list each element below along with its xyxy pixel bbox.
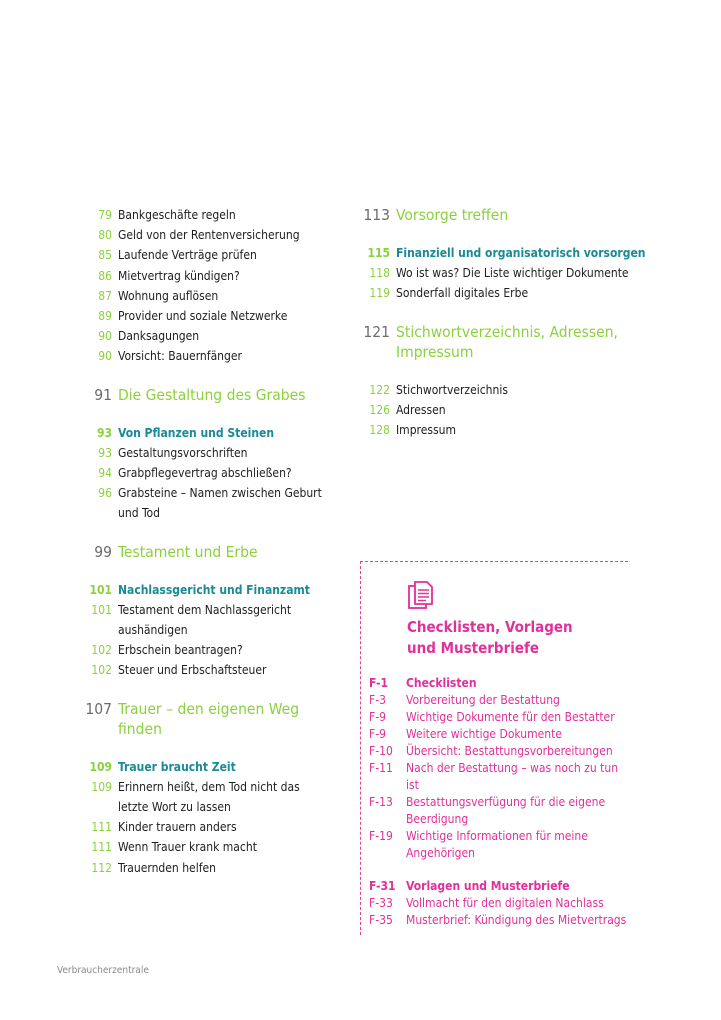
page-number: 112	[91, 860, 112, 875]
checklist-code: F-33	[369, 896, 393, 910]
checklist-code: F-3	[369, 693, 386, 707]
checklist-title	[407, 617, 617, 659]
toc-spacer	[60, 739, 330, 757]
page-number: 109	[89, 759, 112, 774]
toc-right-column	[356, 205, 646, 440]
toc-entry[interactable]	[60, 245, 330, 265]
toc-chapter[interactable]	[60, 542, 330, 562]
entry-title: Von Pflanzen und Steinen	[118, 425, 275, 440]
page-number: 101	[91, 602, 112, 617]
checklist-entry-title: Weitere wichtige Dokumente	[406, 727, 563, 741]
checklist-entry-title: Vorlagen und Musterbriefe	[406, 879, 570, 893]
toc-entry[interactable]	[60, 640, 330, 660]
documents-icon	[407, 580, 435, 612]
toc-section[interactable]	[356, 243, 646, 263]
toc-entry[interactable]	[356, 420, 646, 440]
entry-title: Die Gestaltung des Grabes	[118, 385, 306, 404]
checklist-code: F-19	[369, 829, 393, 843]
checklist-entry-title: Vollmacht für den digitalen Nachlass	[406, 896, 604, 910]
page-number: 87	[98, 288, 112, 303]
entry-title: Provider und soziale Netzwerke	[118, 309, 288, 324]
entry-title: Geld von der Rentenversicherung	[118, 228, 300, 243]
entry-title: Stichwortverzeichnis	[396, 382, 508, 397]
checklist-title-line2: und Musterbriefe	[407, 639, 540, 657]
toc-entry[interactable]	[60, 306, 330, 326]
page-number: 122	[369, 382, 390, 397]
checklist-code: F-35	[369, 913, 393, 927]
toc-section[interactable]	[60, 757, 330, 777]
page-number: 90	[98, 349, 112, 364]
toc-entry[interactable]	[60, 858, 330, 878]
checklist-entry-title: Bestattungsverfügung für die eigene Beerdigung	[406, 795, 606, 826]
toc-chapter[interactable]	[356, 322, 646, 362]
entry-title: Trauer – den eigenen Weg finden	[118, 699, 300, 738]
page-number: 111	[91, 820, 112, 835]
checklist-title-line1: Checklisten, Vorlagen	[407, 618, 573, 636]
toc-section[interactable]	[60, 423, 330, 443]
toc-spacer	[60, 367, 330, 385]
entry-title: Danksagungen	[118, 329, 200, 344]
toc-entry[interactable]	[60, 483, 330, 523]
checklist-entry[interactable]	[369, 743, 627, 760]
checklist-entry[interactable]	[369, 726, 627, 743]
checklist-list	[369, 675, 627, 929]
toc-entry[interactable]	[60, 266, 330, 286]
toc-entry[interactable]	[356, 400, 646, 420]
checklist-code: F-11	[369, 761, 393, 775]
toc-spacer	[60, 405, 330, 423]
entry-title: Steuer und Erbschaftsteuer	[118, 663, 267, 678]
toc-entry[interactable]	[60, 443, 330, 463]
checklist-entry[interactable]	[369, 692, 627, 709]
toc-entry[interactable]	[60, 225, 330, 245]
page-number: 111	[91, 840, 112, 855]
toc-spacer	[356, 304, 646, 322]
toc-chapter[interactable]	[60, 699, 330, 739]
toc-entry[interactable]	[60, 205, 330, 225]
checklist-entry-title: Checklisten	[406, 676, 477, 690]
toc-spacer	[60, 562, 330, 580]
entry-title: Testament dem Nachlassgericht aushändigen	[118, 602, 292, 638]
entry-title: Vorsorge treffen	[396, 206, 509, 224]
toc-entry[interactable]	[60, 600, 330, 640]
entry-title: Stichwortverzeichnis, Adressen, Impressum	[396, 322, 618, 361]
page-number: 96	[98, 486, 112, 501]
page-number: 94	[98, 466, 112, 481]
page-number: 102	[91, 643, 112, 658]
toc-entry[interactable]	[356, 283, 646, 303]
checklist-heading[interactable]	[369, 878, 627, 895]
page-number: 99	[94, 542, 112, 561]
checklist-heading[interactable]	[369, 675, 627, 692]
page-number: 107	[85, 699, 112, 718]
toc-entry[interactable]	[60, 837, 330, 857]
checklist-entry[interactable]	[369, 828, 627, 862]
page-number: 109	[91, 779, 112, 794]
checklist-entry-title: Übersicht: Bestattungsvorbereitungen	[406, 744, 613, 758]
entry-title: Erinnern heißt, dem Tod nicht das letzte Wort zu lassen	[118, 779, 300, 815]
page-number: 101	[89, 582, 112, 597]
page-number: 119	[369, 286, 390, 301]
entry-title: Kinder trauern anders	[118, 820, 237, 835]
page-number: 80	[98, 228, 112, 243]
toc-entry[interactable]	[60, 817, 330, 837]
toc-entry[interactable]	[60, 346, 330, 366]
toc-chapter[interactable]	[60, 385, 330, 405]
checklist-entry[interactable]	[369, 709, 627, 726]
checklist-entry-title: Musterbrief: Kündigung des Mietvertrags	[406, 913, 627, 927]
page-number: 102	[91, 663, 112, 678]
checklist-entry[interactable]	[369, 895, 627, 912]
page-number: 113	[363, 206, 390, 224]
entry-title: Impressum	[396, 423, 456, 438]
checklist-entry[interactable]	[369, 912, 627, 929]
toc-chapter[interactable]	[356, 205, 646, 225]
toc-spacer	[60, 681, 330, 699]
checklist-code: F-1	[369, 676, 389, 690]
page-number: 93	[98, 445, 112, 460]
entry-title: Nachlassgericht und Finanzamt	[118, 582, 310, 597]
entry-title: Erbschein beantragen?	[118, 643, 243, 658]
checklist-entry-title: Nach der Bestattung – was noch zu tun ist	[406, 761, 619, 792]
checklist-code: F-10	[369, 744, 393, 758]
toc-entry[interactable]	[60, 326, 330, 346]
page-number: 85	[98, 248, 112, 263]
page-number: 79	[98, 208, 112, 222]
checklist-entry[interactable]	[369, 760, 627, 794]
toc-spacer	[60, 524, 330, 542]
checklist-entry-title: Vorbereitung der Bestattung	[406, 693, 560, 707]
entry-title: Grabpflegevertrag abschließen?	[118, 466, 292, 481]
page-number: 115	[367, 246, 390, 260]
page-number: 89	[98, 309, 112, 324]
checklist-entry[interactable]	[369, 794, 627, 828]
entry-title: Vorsicht: Bauernfänger	[118, 349, 242, 364]
checklist-entry-title: Wichtige Dokumente für den Bestatter	[406, 710, 615, 724]
toc-entry[interactable]	[60, 660, 330, 680]
entry-title: Grabsteine – Namen zwischen Geburt und Tod	[118, 486, 322, 521]
page-number: 86	[98, 268, 112, 283]
toc-entry[interactable]	[60, 463, 330, 483]
toc-left-column	[60, 205, 330, 878]
page-number: 128	[369, 423, 390, 438]
toc-entry[interactable]	[356, 380, 646, 400]
entry-title: Mietvertrag kündigen?	[118, 268, 240, 283]
entry-title: Finanziell und organisatorisch vorsorgen	[396, 246, 646, 260]
toc-section[interactable]	[60, 580, 330, 600]
checklist-code: F-13	[369, 795, 393, 809]
toc-entry[interactable]	[60, 286, 330, 306]
toc-spacer	[356, 225, 646, 243]
checklist-code: F-31	[369, 879, 396, 893]
entry-title: Bankgeschäfte regeln	[118, 208, 236, 222]
entry-title: Trauernden helfen	[118, 860, 216, 875]
entry-title: Wo ist was? Die Liste wichtiger Dokumente	[396, 266, 629, 281]
entry-title: Trauer braucht Zeit	[118, 759, 236, 774]
entry-title: Laufende Verträge prüfen	[118, 248, 257, 263]
footer-publisher: Verbraucherzentrale	[57, 965, 149, 976]
page-number: 93	[96, 425, 112, 440]
page-number: 121	[363, 322, 390, 341]
checklist-code: F-9	[369, 727, 386, 741]
checklist-code: F-9	[369, 710, 386, 724]
toc-entry[interactable]	[60, 777, 330, 817]
page-number: 91	[94, 385, 112, 404]
page-number: 118	[369, 266, 390, 281]
entry-title: Adressen	[396, 402, 446, 417]
checklist-spacer	[369, 862, 627, 878]
toc-spacer	[356, 362, 646, 380]
entry-title: Wohnung auflösen	[118, 288, 219, 303]
page-number: 90	[98, 329, 112, 344]
entry-title: Wenn Trauer krank macht	[118, 840, 257, 855]
entry-title: Sonderfall digitales Erbe	[396, 286, 529, 301]
checklist-box	[360, 561, 628, 935]
entry-title: Gestaltungsvorschriften	[118, 445, 248, 460]
checklist-entry-title: Wichtige Informationen für meine Angehörigen	[406, 829, 588, 860]
page-number: 126	[369, 402, 390, 417]
toc-entry[interactable]	[356, 263, 646, 283]
entry-title: Testament und Erbe	[118, 542, 258, 561]
